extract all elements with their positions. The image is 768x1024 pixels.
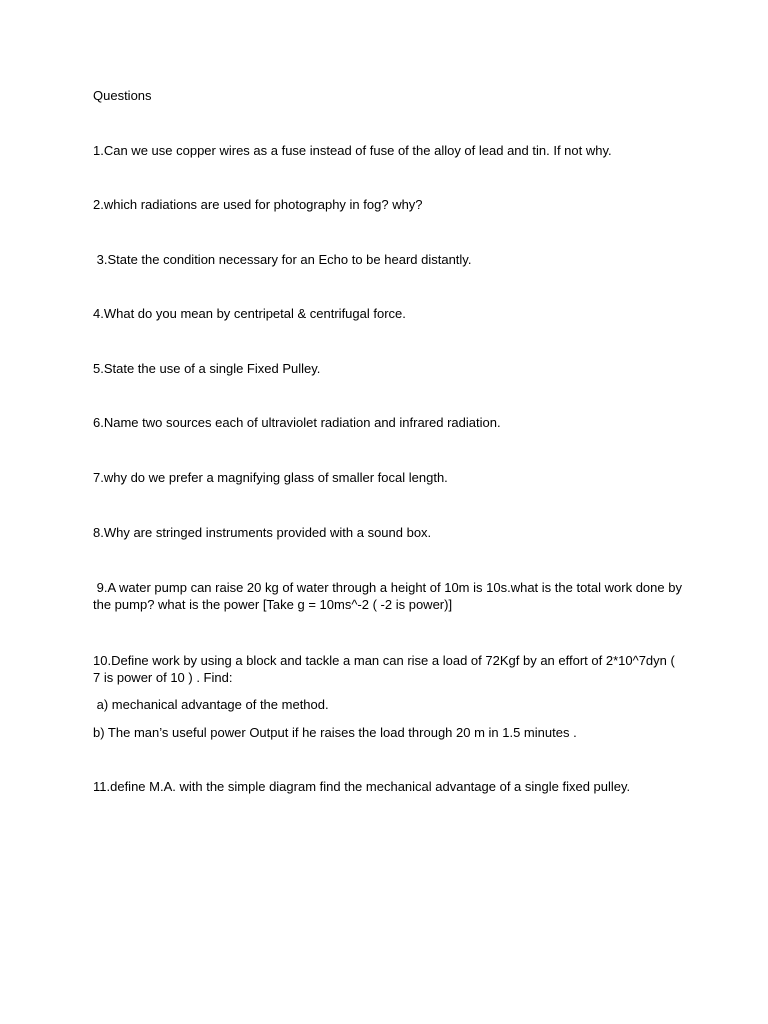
question-3: 3.State the condition necessary for an Echo to be heard distantly. [93, 252, 472, 267]
question-11: 11.define M.A. with the simple diagram find the mechanical advantage of a single fixed pulley. [93, 779, 631, 794]
question-5: 5.State the use of a single Fixed Pulley. [93, 361, 321, 376]
question-4: 4.What do you mean by centripetal & centrifugal force. [93, 306, 406, 321]
question-1: 1.Can we use copper wires as a fuse instead of fuse of the alloy of lead and tin. If not why. [93, 143, 612, 158]
question-10: 10.Define work by using a block and tackle a man can rise a load of 72Kgf by an effort of 2*10^7dyn ( 7 is power of 10 ) . Find: [93, 653, 679, 685]
question-10-part-b: b) The man’s useful power Output if he raises the load through 20 m in 1.5 minutes . [93, 725, 577, 740]
question-10-part-a: a) mechanical advantage of the method. [93, 697, 329, 712]
question-9: 9.A water pump can raise 20 kg of water through a height of 10m is 10s.what is the total work done by the pump? what is the power [Take g = 10ms^-2 ( -2 is power)] [93, 580, 686, 612]
question-8: 8.Why are stringed instruments provided with a sound box. [93, 525, 432, 540]
question-6: 6.Name two sources each of ultraviolet radiation and infrared radiation. [93, 415, 501, 430]
question-2: 2.which radiations are used for photography in fog? why? [93, 197, 423, 212]
document-heading: Questions [93, 88, 152, 103]
question-7: 7.why do we prefer a magnifying glass of smaller focal length. [93, 470, 448, 485]
